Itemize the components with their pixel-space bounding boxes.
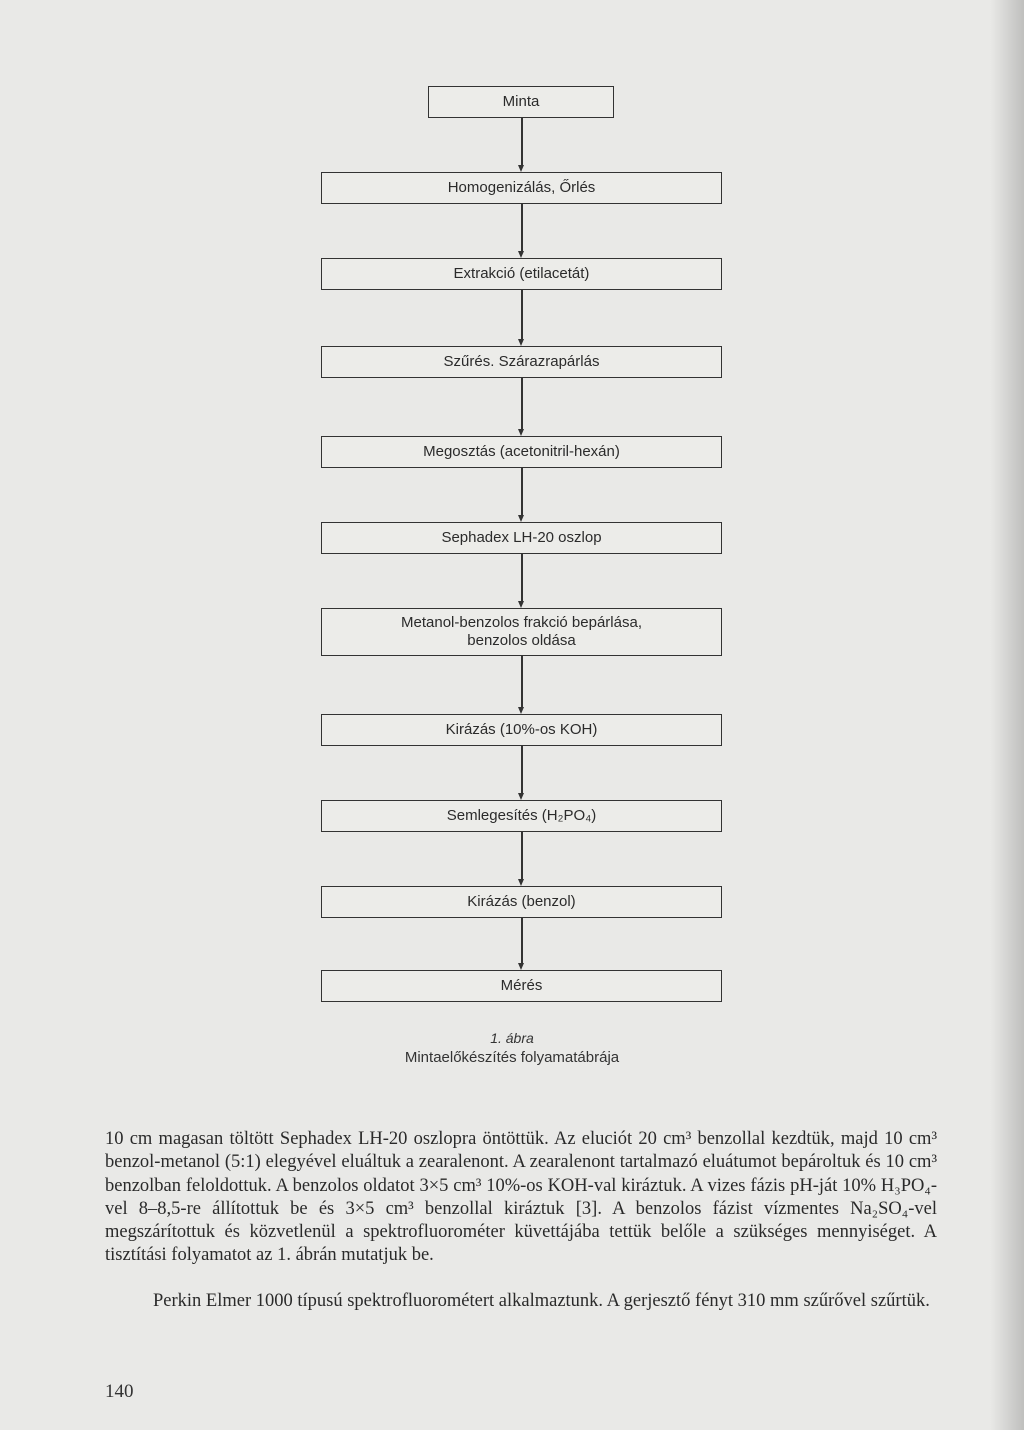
body-paragraph-1: 10 cm magasan töltött Sephadex LH-20 oszlopra öntöttük. Az eluciót 20 cm³ benzollal kezdtük, majd 10 cm³ benzol-metanol (5:1) elegyével eluáltuk a zearalenont. A zearalenont tartalmazó eluátumot bepároltuk és 10 cm³ benzolban feloldottuk. A benzolos oldatot 3×5 cm³ 10%-os KOH-val kiráztuk. A vizes fázis pH-ját 10% H₃PO₄-vel 8–8,5-re állítottuk be és 3×5 cm³ benzollal kiráztuk [3]. A benzolos fázist vízmentes Na₂SO₄-vel megszárítottuk és közvetlenül a spektrofluorométer küvettájába tettük belőle a szükséges mennyiséget. A tisztítási folyamatot az 1. ábrán mutatjuk be. [105,1129,937,1266]
flowchart-arrow [518,879,524,886]
flowchart-arrow [518,793,524,800]
flowchart-step-label: Minta [502,93,540,110]
flowchart-step-label: Megosztás (acetonitril-hexán) [423,443,620,460]
flowchart-step-sephadex [321,522,722,554]
flowchart-connector [521,203,523,251]
flowchart-connector [521,831,523,879]
flowchart-step-homogenizalas [321,172,722,204]
flowchart-connector [521,917,523,963]
flowchart-step-kirazas-koh [321,714,722,746]
flowchart-step-label: Homogenizálás, Őrlés [447,179,596,196]
flowchart-connector [521,467,523,515]
flowchart-step-label: Szűrés. Szárazrapárlás [443,353,600,370]
flowchart-step-extrakcio [321,258,722,290]
flowchart-arrow [518,429,524,436]
flowchart-step-metanol-benzolos [321,608,722,656]
page-edge-shadow [990,0,1024,1430]
flowchart-arrow [518,165,524,172]
page-number: 140 [105,1381,134,1402]
flowchart-arrow [518,339,524,346]
flowchart-step-megosztas [321,436,722,468]
flowchart-connector [521,655,523,707]
flowchart-step-label: Kirázás (benzol) [467,893,576,910]
flowchart-step-meres [321,970,722,1002]
flowchart-connector [521,117,523,165]
flowchart-connector [521,745,523,793]
flowchart-step-label: Metanol-benzolos frakció bepárlása, benzolos oldása [401,614,642,649]
flowchart-step-szures [321,346,722,378]
flowchart-connector [521,289,523,339]
flowchart-step-label: Mérés [500,977,543,994]
flowchart-step-minta [428,86,614,118]
flowchart-arrow [518,963,524,970]
flowchart-arrow [518,707,524,714]
flowchart-step-label: Semlegesítés (H₂PO₄) [446,807,597,824]
body-paragraph-2: Perkin Elmer 1000 típusú spektrofluorométert alkalmaztunk. A gerjesztő fényt 310 mm szűrővel szűrtük. [153,1291,930,1311]
flowchart-step-label: Kirázás (10%-os KOH) [445,721,598,738]
flowchart-step-kirazas-benzol [321,886,722,918]
figure-number: 1. ábra [490,1030,534,1046]
flowchart-step-label: Sephadex LH-20 oszlop [441,529,602,546]
figure-caption: Mintaelőkészítés folyamatábrája [404,1049,620,1066]
flowchart-arrow [518,251,524,258]
flowchart-arrow [518,601,524,608]
flowchart-step-semlegesites [321,800,722,832]
flowchart-connector [521,553,523,601]
flowchart-step-label: Extrakció (etilacetát) [453,265,590,282]
flowchart-arrow [518,515,524,522]
flowchart-connector [521,377,523,429]
